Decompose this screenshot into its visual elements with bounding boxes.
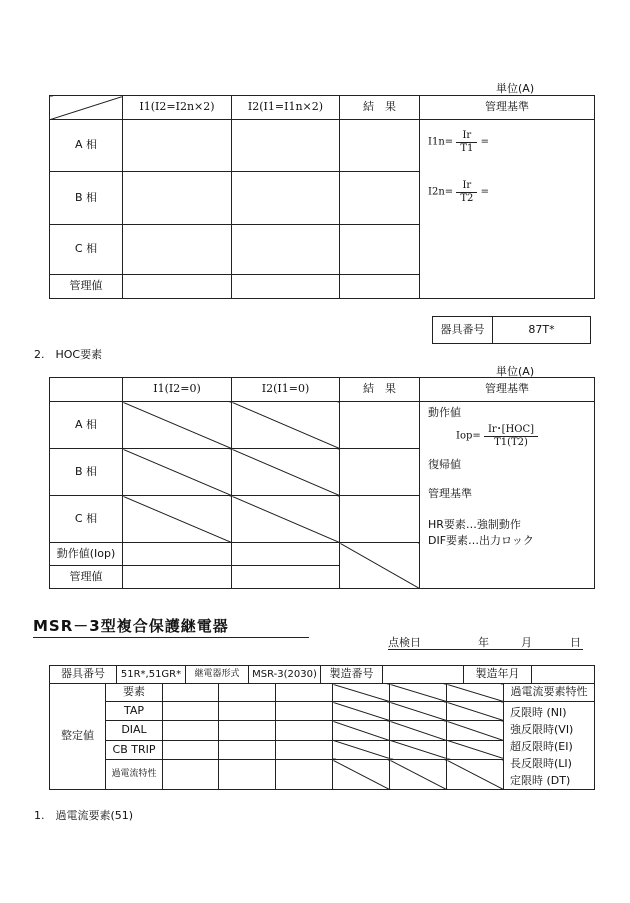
settings-char-header: 過電流要素特性 — [504, 684, 595, 702]
hoc-crit-operate: 動作値 — [428, 406, 461, 419]
tbl1-cell[interactable] — [340, 172, 420, 225]
settings-cell-struck — [390, 702, 447, 721]
tbl1-header-criteria: 管理基準 — [420, 96, 595, 120]
date-day: 日 — [570, 636, 581, 649]
hoc-cell[interactable] — [123, 543, 232, 566]
tbl1-formula-2: I2n= $\frac{Ir}{T2}$ = — [428, 180, 489, 204]
tbl1-unit: 単位(A) — [496, 82, 535, 95]
settings-cell[interactable] — [163, 702, 219, 721]
msr-info-table — [49, 665, 595, 684]
info-mfg-value[interactable] — [532, 666, 595, 684]
msr-title-underline — [33, 637, 309, 638]
settings-cell-struck — [333, 684, 390, 702]
settings-cell-struck — [333, 721, 390, 740]
char-ni: 反限時 (NI) — [510, 706, 567, 719]
tbl1-header-result: 結 果 — [340, 96, 420, 120]
info-device-value: 51R*,51GR* — [117, 666, 186, 684]
settings-cell-struck — [390, 684, 447, 702]
info-serial-label: 製造番号 — [321, 666, 383, 684]
date-year: 年 — [478, 636, 489, 649]
settings-cell[interactable] — [219, 684, 276, 702]
hoc-crit-mgmt: 管理基準 — [428, 487, 472, 500]
tbl1-cell[interactable] — [232, 120, 340, 172]
hoc-cell-struck — [340, 543, 420, 589]
msr-title: MSR－3型複合保護継電器 — [33, 615, 309, 638]
hoc-cell[interactable] — [340, 449, 420, 496]
hoc-formula: Iop= $\frac{\text{Ir･[HOC]}}{T1(T2)}$ — [456, 424, 538, 448]
hoc-cell-struck — [123, 402, 232, 449]
tbl1-row-b: B 相 — [50, 172, 123, 225]
tbl1-formula-1: I1n= $\frac{Ir}{T1}$ = — [428, 130, 489, 154]
msr-settings-table — [49, 683, 595, 790]
char-dt: 定限時 (DT) — [510, 774, 571, 787]
info-type-label: 継電器形式 — [186, 666, 249, 684]
device-box-label: 器具番号 — [433, 317, 493, 344]
settings-row-tap: TAP — [106, 702, 163, 721]
footer-section-title: 1. 過電流要素(51) — [34, 809, 134, 822]
settings-cell-struck — [390, 740, 447, 759]
inspection-date — [388, 634, 583, 650]
hoc-cell-struck — [232, 402, 340, 449]
hoc-cell-struck — [123, 449, 232, 496]
settings-cell[interactable] — [219, 740, 276, 759]
hoc-corner — [50, 378, 123, 402]
hoc-table — [49, 377, 595, 589]
hoc-crit-hr: HR要素…強制動作 — [428, 518, 521, 531]
settings-cell[interactable] — [163, 684, 219, 702]
settings-cell[interactable] — [276, 702, 333, 721]
settings-cell[interactable] — [276, 721, 333, 740]
settings-row-element: 要素 — [106, 684, 163, 702]
tbl1-header-i2: I2(I1=I1n×2) — [232, 96, 340, 120]
info-type-value: MSR-3(2030) — [249, 666, 321, 684]
settings-cell[interactable] — [219, 721, 276, 740]
tbl1-cell[interactable] — [232, 225, 340, 275]
tbl1-cell[interactable] — [232, 275, 340, 299]
device-box-value: 87T* — [493, 317, 591, 344]
hoc-header-i1: I1(I2=0) — [123, 378, 232, 402]
settings-cell[interactable] — [163, 760, 219, 790]
hoc-row-iop: 動作値(Iop) — [50, 543, 123, 566]
settings-row-dial: DIAL — [106, 721, 163, 740]
settings-cell[interactable] — [163, 721, 219, 740]
hoc-cell[interactable] — [232, 543, 340, 566]
hoc-row-c: C 相 — [50, 496, 123, 543]
settings-cell-struck — [390, 721, 447, 740]
hoc-cell[interactable] — [340, 402, 420, 449]
hoc-cell[interactable] — [340, 496, 420, 543]
hoc-cell[interactable] — [232, 566, 340, 589]
hoc-crit-reset: 復帰値 — [428, 458, 461, 471]
info-serial-value[interactable] — [383, 666, 464, 684]
tbl1-cell[interactable] — [123, 275, 232, 299]
settings-cell-struck — [447, 684, 504, 702]
hoc-header-i2: I2(I1=0) — [232, 378, 340, 402]
info-device-label: 器具番号 — [50, 666, 117, 684]
settings-cell-struck — [447, 740, 504, 759]
settings-cell[interactable] — [219, 702, 276, 721]
settings-cell-struck — [333, 740, 390, 759]
settings-cell-struck — [447, 760, 504, 790]
date-month: 月 — [521, 636, 532, 649]
settings-group-label: 整定値 — [50, 684, 106, 790]
hoc-unit: 単位(A) — [496, 365, 535, 378]
hoc-cell-struck — [232, 496, 340, 543]
tbl1-header-i1: I1(I2=I2n×2) — [123, 96, 232, 120]
tbl1-cell[interactable] — [123, 225, 232, 275]
settings-cell[interactable] — [276, 740, 333, 759]
settings-cell[interactable] — [219, 760, 276, 790]
settings-row-char: 過電流特性 — [106, 760, 163, 790]
hoc-title: 2. HOC要素 — [34, 348, 103, 361]
settings-row-cbtrip: CB TRIP — [106, 740, 163, 759]
settings-char-list — [504, 702, 595, 790]
tbl1-cell[interactable] — [123, 172, 232, 225]
hoc-crit-dif: DIF要素…出力ロック — [428, 534, 534, 547]
tbl1-criteria-cell — [420, 120, 595, 299]
tbl1-cell[interactable] — [123, 120, 232, 172]
device-box — [432, 316, 591, 344]
date-label: 点検日 — [388, 636, 421, 649]
hoc-cell[interactable] — [123, 566, 232, 589]
tbl1-row-a: A 相 — [50, 120, 123, 172]
hoc-cell-struck — [232, 449, 340, 496]
hoc-header-criteria: 管理基準 — [420, 378, 595, 402]
settings-cell-struck — [447, 721, 504, 740]
tbl1-cell[interactable] — [340, 120, 420, 172]
info-mfg-label: 製造年月 — [464, 666, 532, 684]
settings-cell[interactable] — [163, 740, 219, 759]
settings-cell[interactable] — [276, 760, 333, 790]
hoc-row-mgmt: 管理値 — [50, 566, 123, 589]
char-vi: 強反限時(VI) — [510, 723, 574, 736]
tbl1-row-mgmt: 管理値 — [50, 275, 123, 299]
char-ei: 超反限時(EI) — [510, 740, 573, 753]
hoc-row-a: A 相 — [50, 402, 123, 449]
settings-cell-struck — [447, 702, 504, 721]
char-li: 長反限時(LI) — [510, 757, 572, 770]
settings-cell-struck — [333, 760, 390, 790]
settings-cell[interactable] — [276, 684, 333, 702]
settings-cell-struck — [390, 760, 447, 790]
tbl1-cell[interactable] — [340, 225, 420, 275]
hoc-cell-struck — [123, 496, 232, 543]
hoc-header-result: 結 果 — [340, 378, 420, 402]
settings-cell-struck — [333, 702, 390, 721]
tbl1-cell[interactable] — [340, 275, 420, 299]
hoc-row-b: B 相 — [50, 449, 123, 496]
tbl1 — [49, 95, 595, 299]
tbl1-cell[interactable] — [232, 172, 340, 225]
hoc-criteria-cell — [420, 402, 595, 589]
tbl1-corner — [50, 96, 123, 120]
tbl1-row-c: C 相 — [50, 225, 123, 275]
